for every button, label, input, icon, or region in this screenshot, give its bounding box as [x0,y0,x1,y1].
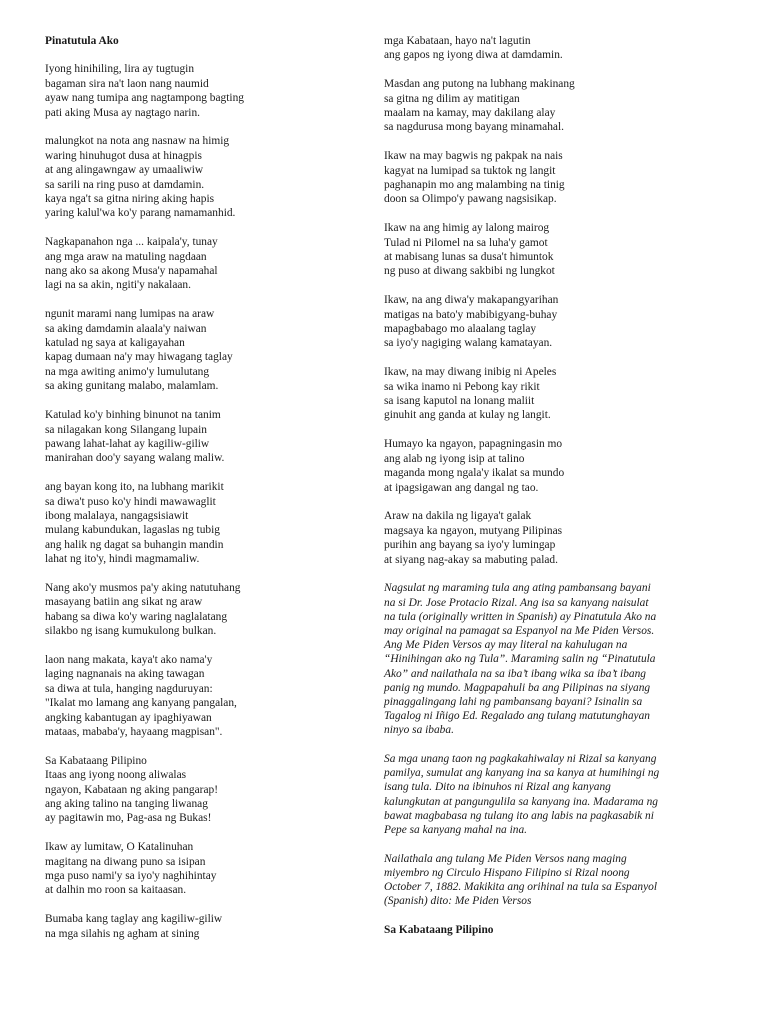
stanza-line: at dalhin mo roon sa kaitaasan. [45,884,187,897]
stanza-line: maalam na kamay, may dakilang alay [384,107,556,120]
stanza-line: manirahan doo'y sayang walang maliw. [45,452,225,465]
note-paragraph-line: ninyo sa ibaba. [384,724,454,737]
stanza-line: laon nang makata, kaya't ako nama'y [45,653,213,666]
stanza-line: Tulad ni Pilomel na sa luha'y gamot [384,236,548,249]
stanza-line: at ipagsigawan ang dangal ng tao. [384,481,539,494]
stanza-line: masayang batiin ang sikat ng araw [45,596,203,609]
stanza-line: sa isang kaputol na lonang maliit [384,395,535,408]
stanza-line: magitang na diwang puno sa isipan [45,855,206,868]
stanza-line: angking kabantugan ay ipaghiyawan [45,711,212,724]
stanza-line: ginuhit ang ganda at kulay ng langit. [384,409,551,422]
section-title: Sa Kabataang Pilipino [384,923,494,936]
stanza-line: Nang ako'y musmos pa'y aking natutuhang [45,581,241,594]
stanza-line: ibong malalaya, nangagsisiawit [45,509,189,522]
note-paragraph-line: may original na pamagat sa Espanyol na Me Piden Versos. [384,624,655,637]
right-stanzas [384,34,729,567]
stanza-line: kaya nga't sa gitna niring aking hapis [45,193,215,206]
stanza-line: mga Kabataan, hayo na't lagutin [384,35,531,47]
stanza-line: Ikaw na may bagwis ng pakpak na nais [384,150,563,163]
note-paragraph-line: Ako” and nailathala na sa iba’t ibang wika sa iba’t ibang [384,667,646,680]
note-paragraph-line: October 7, 1882. Makikita ang orihinal na tula sa Espanyol [384,880,658,893]
stanza [384,293,729,351]
stanza-line: Bumaba kang taglay ang kagiliw-giliw [45,913,223,926]
stanza [384,437,729,495]
stanza-line: ang mga araw na matuling nagdaan [45,250,207,263]
stanza-line: sa diwa at tula, hanging nagduruyan: [45,682,213,695]
stanza-line: pawang lahat-lahat ay kagiliw-giliw [45,437,210,450]
stanza [384,509,729,567]
stanza [45,62,345,120]
note-paragraph-line: Nailathala ang tulang Me Piden Versos nang maging [384,852,627,865]
stanza-line: kagyat na lumipad sa tuktok ng langit [384,164,556,177]
stanza-line: Ikaw, na may diwang inibig ni Apeles [384,366,557,379]
stanza [45,235,345,293]
stanza-line: maganda mong ngala'y ikalat sa mundo [384,467,565,480]
stanza [45,754,345,826]
stanza-line: sa aking damdamin alaala'y naiwan [45,322,207,335]
commentary-notes [384,581,729,908]
stanza-line: Nagkapanahon nga ... kaipala'y, tunay [45,236,218,249]
stanza [45,134,345,220]
stanza-line: ngayon, Kabataan ng aking pangarap! [45,783,219,796]
stanza-line: Masdan ang putong na lubhang makinang [384,78,575,91]
stanza-line: ang aking talino na tanging liwanag [45,798,208,810]
stanza [45,480,345,566]
note-paragraph-line: Pepe sa kanyang mahal na ina. [384,823,527,836]
stanza [384,34,729,63]
note-paragraph-line: “Hinihingan ako ng Tula”. Maraming salin ng “Pinatutula [384,653,656,666]
stanza-line: sa diwa't puso ko'y hindi mawawaglit [45,495,216,508]
stanza-line: at ang alingawngaw ay umaaliwiw [45,164,204,177]
stanza-line: sa sarili na ring puso at damdamin. [45,178,205,191]
stanza-line: na mga awiting animo'y lumulutang [45,365,210,378]
stanza-line: ay pagitawin mo, Pag-asa ng Bukas! [45,812,212,825]
note-paragraph [384,852,729,909]
stanza-line: at mabisang lunas sa dusa't himuntok [384,251,554,264]
stanza-line: sa wika inamo ni Pebong kay rikit [384,380,540,393]
note-paragraph-line: (Spanish) dito: Me Piden Versos [384,895,532,908]
note-paragraph-line: Tagalog ni Iñigo Ed. Regalado ang tulang matutunghayan [384,710,650,723]
stanza-line: mataas, mababa'y, hayaang magpisan". [45,725,223,738]
stanza-line: bagaman sira na't laon nang naumid [45,77,209,90]
stanza [45,912,345,941]
stanza-line: doon sa Olimpo'y pawang nagsisikap. [384,193,557,206]
stanza-line: Ikaw na ang himig ay lalong mairog [384,222,550,235]
stanza-line: paghanapin mo ang malambing na tinig [384,179,565,192]
stanza-line: ang alab ng iyong isip at talino [384,452,525,465]
stanza-line: Ikaw, na ang diwa'y makapangyarihan [384,294,559,307]
stanza-line: habang sa diwa ko'y waring naglalatang [45,610,228,623]
stanza-line: sa iyo'y nagiging walang kamatayan. [384,337,553,350]
stanza-line: ang halik ng dagat sa buhangin mandin [45,538,224,551]
stanza-line: lahat ng ito'y, hindi magmamaliw. [45,553,200,566]
stanza-line: at siyang nag-akay sa mabuting palad. [384,553,558,566]
note-paragraph-line: panig ng mundo. Magpapahuli ba ang Pilipinas na siyang [384,681,651,694]
stanza-line: ang gapos ng iyong diwa at damdamin. [384,49,563,62]
stanza [45,840,345,898]
stanza-line: sa aking gunitang malabo, malamlam. [45,380,219,393]
stanza-line: Araw na dakila ng ligaya't galak [384,510,532,523]
stanza-line: laging nagnanais na aking tawagan [45,668,205,681]
left-stanzas [45,62,345,941]
note-paragraph-line: Ang Me Piden Versos ay may literal na kahulugan na [384,639,628,652]
stanza-line: waring hinuhugot dusa at hinagpis [45,149,202,162]
stanza-line: Iyong hinihiling, lira ay tugtugin [45,63,195,76]
stanza-line: ang bayan kong ito, na lubhang marikit [45,481,224,494]
note-paragraph-line: Nagsulat ng maraming tula ang ating pambansang bayani [384,582,651,595]
stanza [45,408,345,466]
note-paragraph-line: na si Dr. Jose Protacio Rizal. Ang isa sa kanyang naisulat [384,596,649,609]
stanza-line: Humayo ka ngayon, papagningasin mo [384,438,563,451]
stanza-line: magsaya ka ngayon, mutyang Pilipinas [384,524,563,537]
stanza-line: malungkot na nota ang nasnaw na himig [45,135,230,148]
note-paragraph-line: isang tula. Dito na ibinuhos ni Rizal ang kanyang [384,781,611,794]
stanza-line: pati aking Musa ay nagtago narin. [45,106,200,119]
note-paragraph-line: kalungkutan at pangungulila sa kanyang ina. Madarama ng [384,795,658,808]
note-paragraph [384,752,729,837]
left-column [45,34,345,955]
stanza-line: sa nagdurusa mong bayang minamahal. [384,121,564,134]
poem-title: Pinatutula Ako [45,35,119,47]
stanza-line: Itaas ang iyong noong aliwalas [45,769,187,782]
stanza-line: ayaw nang tumipa ang nagtampong bagting [45,92,244,105]
stanza-line: yaring kalul'wa ko'y parang namamanhid. [45,207,236,220]
stanza [45,653,345,739]
note-paragraph-line: Sa mga unang taon ng pagkakahiwalay ni Rizal sa kanyang [384,752,657,765]
note-paragraph-line: miyembro ng Circulo Hispano Filipino si Rizal noong [384,866,630,879]
stanza-line: mulang kabundukan, lagaslas ng tubig [45,524,220,537]
stanza-line: mapagbabago mo alaalang taglay [384,323,537,336]
stanza-line: kapag dumaan na'y may hiwagang taglay [45,351,233,364]
note-paragraph-line: na tula (originally written in Spanish) ay Pinatutula Ako na [384,610,657,623]
stanza-line: sa nilagakan kong Silangang lupain [45,423,207,436]
stanza-line: mga puso nami'y sa iyo'y naghihintay [45,870,217,883]
stanza-line: sa gitna ng dilim ay matitigan [384,92,520,105]
stanza-line: nang ako sa akong Musa'y napamahal [45,265,218,278]
stanza-line: katulad ng saya at kaligayahan [45,337,185,350]
stanza-line: matigas na bato'y mabibigyang-buhay [384,308,558,321]
stanza-line: lagi na sa akin, ngiti'y nakalaan. [45,279,191,292]
stanza-line: Sa Kabataang Pilipino [45,754,147,767]
note-paragraph-line: pamilya, sumulat ang kanyang ina sa kanya at humihingi ng [384,767,660,780]
stanza-line: ng puso at diwang sakbibi ng lungkot [384,265,555,278]
stanza [384,221,729,279]
stanza-line: Katulad ko'y binhing binunot na tanim [45,409,221,422]
stanza-line: na mga silahis ng agham at sining [45,927,200,940]
stanza-line: silakbo ng isang kumukulong bulkan. [45,625,217,638]
note-paragraph-line: pinaggalingang lahi ng pambansang bayani? Isinalin sa [384,695,643,708]
stanza-line: Ikaw ay lumitaw, O Katalinuhan [45,841,194,854]
note-paragraph [384,581,729,737]
stanza [384,149,729,207]
stanza-line: ngunit marami nang lumipas na araw [45,308,215,321]
stanza [45,307,345,393]
stanza-line: purihin ang bayang sa iyo'y lumingap [384,539,556,552]
note-paragraph-line: bawat magbabasa ng tulang ito ang labis na pagkasabik ni [384,809,654,822]
stanza-line: "Ikalat mo lamang ang kanyang pangalan, [45,697,237,710]
stanza [384,77,729,135]
stanza [384,365,729,423]
stanza [45,581,345,639]
right-column [384,34,729,951]
